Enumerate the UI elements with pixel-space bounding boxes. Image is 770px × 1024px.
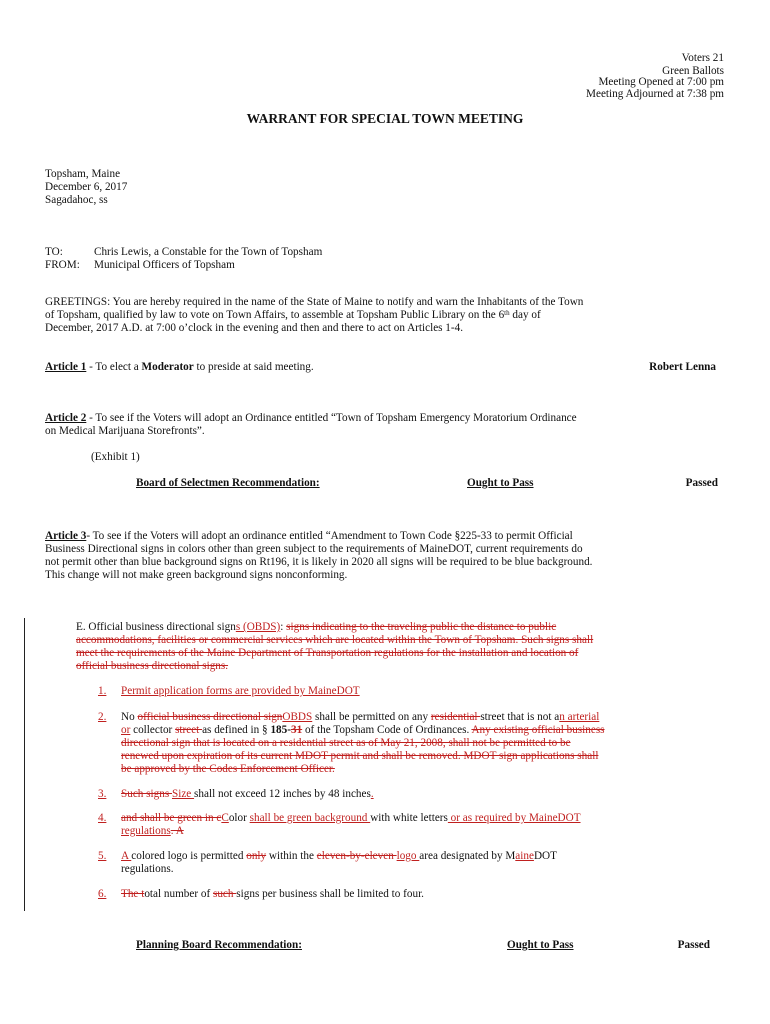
article-1-label: Article 1 (45, 361, 87, 373)
planning-recommendation-label: Planning Board Recommendation: (136, 939, 302, 951)
selectmen-recommendation-label: Board of Selectmen Recommendation: (136, 477, 320, 489)
revision-change-bar (24, 618, 25, 911)
greetings-line-1: GREETINGS: You are hereby required in the name of the State of Maine to notify and warn the Inhabitants of the Town (45, 296, 584, 308)
item-2-number: 2. (98, 711, 107, 723)
article-2-line-1: Article 2 - To see if the Voters will adopt an Ordinance entitled “Town of Topsham Emergency Moratorium Ordinance (45, 412, 577, 424)
item-3-text: Such signs Size shall not exceed 12 inches by 48 inches. (121, 788, 374, 800)
item-5-line-2: regulations. (121, 863, 174, 875)
item-3-number: 3. (98, 788, 107, 800)
item-1-number: 1. (98, 685, 107, 697)
meeting-adjourned: Meeting Adjourned at 7:38 pm (586, 88, 724, 100)
article-3-label: Article 3 (45, 530, 87, 542)
voters-count: Voters 21 (681, 52, 724, 64)
location-date: December 6, 2017 (45, 181, 128, 193)
item-4-line-2: regulations. A (121, 825, 184, 837)
from-value: Municipal Officers of Topsham (94, 259, 235, 271)
item-2-line-3: directional sign that is located on a residential street as of May 21, 2008, shall not be permitted to be (121, 737, 571, 749)
item-2-line-4: renewed upon expiration of its current MDOT permit and shall be removed. MDOT sign applications shall (121, 750, 599, 762)
meeting-opened: Meeting Opened at 7:00 pm (598, 76, 724, 88)
selectmen-recommendation-value: Ought to Pass (467, 477, 534, 489)
to-label: TO: (45, 246, 63, 258)
item-5-number: 5. (98, 850, 107, 862)
section-e-line-2: accommodations, facilities or commercial services which are located within the Town of Topsham. Such signs shall (76, 634, 594, 646)
planning-recommendation-result: Passed (677, 939, 710, 951)
planning-recommendation-value: Ought to Pass (507, 939, 574, 951)
article-1-result: Robert Lenna (649, 361, 716, 373)
greetings-line-2: of Topsham, qualified by law to vote on Town Affairs, to assemble at Topsham Public Library on the 6th day of (45, 309, 541, 321)
article-2-label: Article 2 (45, 412, 87, 424)
item-6-text: The total number of such signs per business shall be limited to four. (121, 888, 424, 900)
article-2-line-2: on Medical Marijuana Storefronts”. (45, 425, 205, 437)
section-e-line-3: meet the requirements of the Maine Department of Transportation regulations for the installation and location of (76, 647, 579, 659)
item-1-text: Permit application forms are provided by MaineDOT (121, 685, 360, 697)
article-3-line-2: Business Directional signs in colors other than green subject to the requirements of MaineDOT, current requirements do (45, 543, 583, 555)
article-3-line-3: not permit other than blue background signs on Rt196, it is likely in 2020 all signs will be required to be blue background. (45, 556, 593, 568)
section-e-line-1: E. Official business directional signs (OBDS): signs indicating to the traveling public the distance to public (76, 621, 557, 633)
article-3-line-1: Article 3- To see if the Voters will adopt an ordinance entitled “Amendment to Town Code §225-33 to permit Official (45, 530, 573, 542)
to-value: Chris Lewis, a Constable for the Town of Topsham (94, 246, 323, 258)
item-2-line-1: No official business directional signOBDS shall be permitted on any residential street that is not an arterial (121, 711, 600, 723)
exhibit-reference: (Exhibit 1) (91, 451, 140, 463)
selectmen-recommendation-result: Passed (685, 477, 718, 489)
section-e-line-4: official business directional signs. (76, 660, 229, 672)
greetings-line-3: December, 2017 A.D. at 7:00 o’clock in the evening and then and there to act on Articles 1-4. (45, 322, 464, 334)
article-1: Article 1 - To elect a Moderator to preside at said meeting. (45, 361, 314, 373)
item-4-number: 4. (98, 812, 107, 824)
item-6-number: 6. (98, 888, 107, 900)
location-town: Topsham, Maine (45, 168, 121, 180)
location-county: Sagadahoc, ss (45, 194, 108, 206)
from-label: FROM: (45, 259, 80, 271)
item-4-line-1: and shall be green in cColor shall be green background with white letters or as required by MaineDOT (121, 812, 581, 824)
item-2-line-5: be approved by the Codes Enforcement Officer. (121, 763, 335, 775)
page-title: WARRANT FOR SPECIAL TOWN MEETING (246, 111, 524, 126)
item-2-line-2: or collector street as defined in § 185-31 of the Topsham Code of Ordinances. Any existing official business (121, 724, 605, 736)
item-5-line-1: A colored logo is permitted only within the eleven-by-eleven logo area designated by MaineDOT (121, 850, 557, 862)
article-3-line-4: This change will not make green background signs nonconforming. (45, 569, 348, 581)
ordinal-suffix: th (504, 309, 510, 317)
ballot-type: Green Ballots (662, 65, 724, 77)
